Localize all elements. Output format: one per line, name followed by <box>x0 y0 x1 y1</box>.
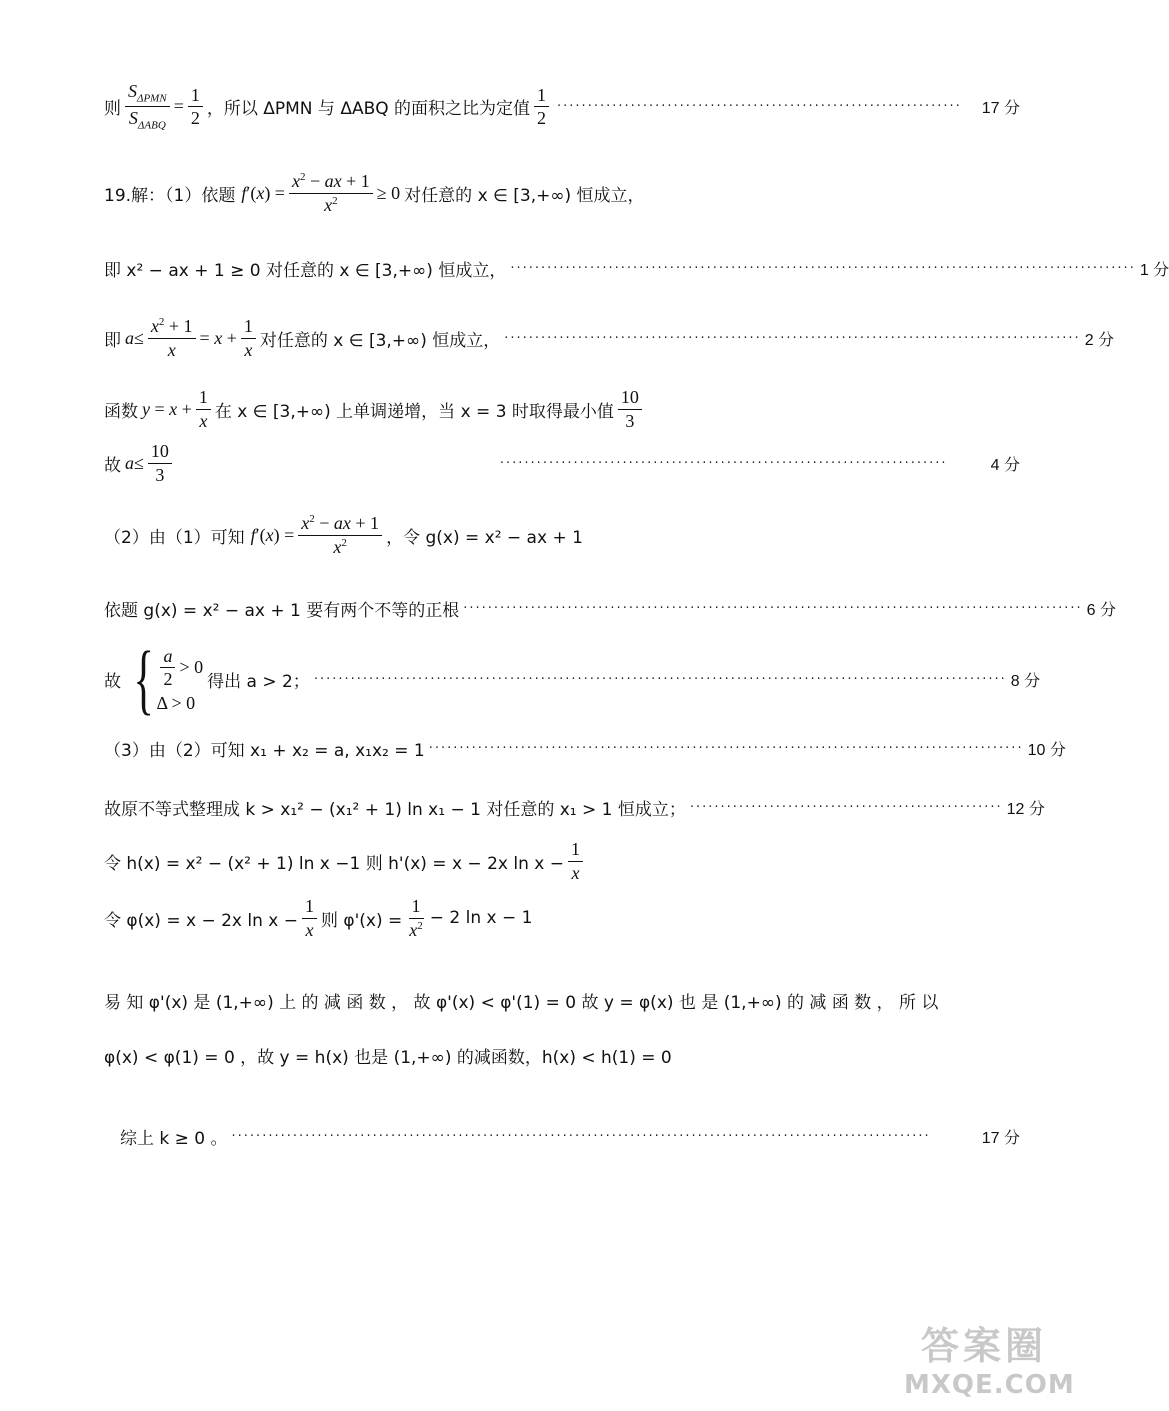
fraction-half: $\frac{1}{2}$ <box>188 84 203 130</box>
line-function: 函数 y = x + $\frac{1}{x}$ 在 x ∈ [3,+∞) 上单调递增，当 x = 3 时取得最小值 $\frac{10}{3}$ <box>104 386 1020 432</box>
line-phi <box>104 895 1020 941</box>
text: φ(x) < φ(1) = 0 ，故 y = h(x) 也是 (1,+∞) 的减函数，h(x) < h(1) = 0 <box>104 1048 672 1068</box>
line-final <box>120 1124 1020 1149</box>
text: − 2 ln x − 1 <box>429 908 533 928</box>
line-h-decreasing <box>104 1043 1020 1068</box>
leader-dots: ··················································· <box>689 800 1003 815</box>
fraction: $\frac{1}{x}$ <box>196 386 211 432</box>
line-decreasing <box>104 988 980 1013</box>
text: 故原不等式整理成 k > x₁² − (x₁² + 1) ln x₁ − 1 对任意的 x₁ > 1 恒成立； <box>104 800 686 820</box>
line-h <box>104 838 1020 884</box>
line-conclusion-a: 故 a ≤ $\frac{10}{3}$ ········································································· 4 分 <box>104 441 1020 485</box>
score: 1 分 <box>1139 262 1169 279</box>
leader-dots: ································································································· <box>428 741 1024 756</box>
fraction: $\frac{1}{x}$ <box>302 895 317 941</box>
leader-dots: ······························································································ <box>504 330 1081 346</box>
text: 函数 <box>104 401 138 422</box>
line-system <box>104 635 1041 722</box>
brace-system: { $\frac{a}{2}$ > 0 Δ > 0 <box>133 635 204 722</box>
text: 令 φ(x) = x − 2x ln x − <box>104 910 298 931</box>
text: 故 <box>104 455 121 476</box>
score: 2 分 <box>1084 331 1115 349</box>
fraction-derivative: $\frac{x^2 - ax + 1}{x^2}$ <box>298 512 382 558</box>
text: 对任意的 x ∈ [3,+∞) 恒成立， <box>404 185 645 206</box>
fraction-10-3: $\frac{10}{3}$ <box>618 386 642 432</box>
leader-dots: ····································································································· <box>463 601 1083 616</box>
line-q19-part1: 19.解：（1）依题 f ′( x ) = $\frac{x^2 - ax + 1}{x^2}$ ≥ 0 对任意的 x ∈ [3,+∞) 恒成立， <box>104 171 645 215</box>
score: 4 分 <box>990 456 1020 474</box>
text: 对任意的 x ∈ [3,+∞) 恒成立， <box>259 330 501 351</box>
text: 依题 g(x) = x² − ax + 1 要有两个不等的正根 <box>104 601 460 621</box>
text: 即 <box>104 330 121 351</box>
leader-dots: ·································································· <box>557 99 962 115</box>
text: 故 <box>104 671 121 692</box>
line-inequality-k <box>104 795 1045 820</box>
text: ，所以 ΔPMN 与 ΔABQ 的面积之比为定值 <box>206 99 531 120</box>
line-roots <box>104 596 1116 621</box>
condition-delta: Δ > 0 <box>156 692 196 713</box>
line-part3 <box>104 736 1066 761</box>
text: （2）由（1）可知 <box>104 527 245 548</box>
text: 则 <box>104 99 121 120</box>
fraction-10-3: $\frac{10}{3}$ <box>148 440 172 486</box>
fraction: $\frac{1}{x}$ <box>568 838 583 884</box>
line-ineq <box>104 256 1169 281</box>
fraction-derivative: $\frac{x^2 - ax + 1}{x^2}$ <box>289 170 373 216</box>
text: 得出 a > 2； <box>207 671 310 692</box>
fraction: $\frac{x^2 + 1}{x}$ <box>148 315 196 361</box>
text: 在 x ∈ [3,+∞) 上单调递增，当 x = 3 时取得最小值 <box>214 401 614 422</box>
score: 8 分 <box>1010 672 1041 690</box>
leader-dots: ·················································································································· <box>231 1129 931 1144</box>
fraction-half: $\frac{1}{2}$ <box>534 84 549 130</box>
leader-dots: ········································································· <box>499 455 948 471</box>
line-part2: （2）由（1）可知 f ′( x ) = $\frac{x^2 - ax + 1}{x^2}$ ，令 g(x) = x² − ax + 1 <box>104 513 583 557</box>
fraction: $\frac{1}{x}$ <box>241 315 256 361</box>
score: 10 分 <box>1027 742 1066 759</box>
text: 易 知 φ'(x) 是 (1,+∞) 上 的 减 函 数 ， 故 φ'(x) < φ'(1) = 0 故 y = φ(x) 也 是 (1,+∞) 的 减 函 数 ， 所 以 <box>104 993 939 1013</box>
text: 综上 k ≥ 0 。 <box>120 1129 228 1149</box>
score: 12 分 <box>1006 801 1045 818</box>
score: 17 分 <box>981 1130 1020 1147</box>
watermark-text-top: 答案圈 <box>920 1324 1047 1368</box>
text: 19.解：（1）依题 <box>104 185 236 206</box>
text: ，令 g(x) = x² − ax + 1 <box>386 527 583 548</box>
line-a-bound: 即 a ≤ $\frac{x^2 + 1}{x}$ = x + $\frac{1}{x}$ 对任意的 x ∈ [3,+∞) 恒成立， ······························································································ 2 分 <box>104 316 1115 360</box>
text: 令 h(x) = x² − (x² + 1) ln x −1 则 h'(x) = x − 2x ln x − <box>104 853 564 874</box>
fraction: $\frac{1}{x^2}$ <box>409 896 423 940</box>
score: 17 分 <box>981 100 1020 118</box>
fraction-area: $\frac{S_{\Delta PMN}}{S_{\Delta ABQ}}$ <box>125 80 170 134</box>
score: 6 分 <box>1086 602 1116 619</box>
text: 即 x² − ax + 1 ≥ 0 对任意的 x ∈ [3,+∞) 恒成立， <box>104 261 507 281</box>
line-area-ratio: 则 $\frac{S_{\Delta PMN}}{S_{\Delta ABQ}}$ = $\frac{1}{2}$ ，所以 ΔPMN 与 ΔABQ 的面积之比为定值 $\frac{1}{2}$ ·································································· 17 分 <box>104 81 1020 132</box>
text: （3）由（2）可知 x₁ + x₂ = a, x₁x₂ = 1 <box>104 741 425 761</box>
text: 则 φ'(x) = <box>321 910 403 931</box>
leader-dots: ······································································································ <box>510 261 1136 276</box>
watermark-text-bottom: MXQE.COM <box>904 1370 1075 1400</box>
leader-dots: ················································································································· <box>313 671 1007 687</box>
watermark-logo <box>904 1315 1075 1403</box>
